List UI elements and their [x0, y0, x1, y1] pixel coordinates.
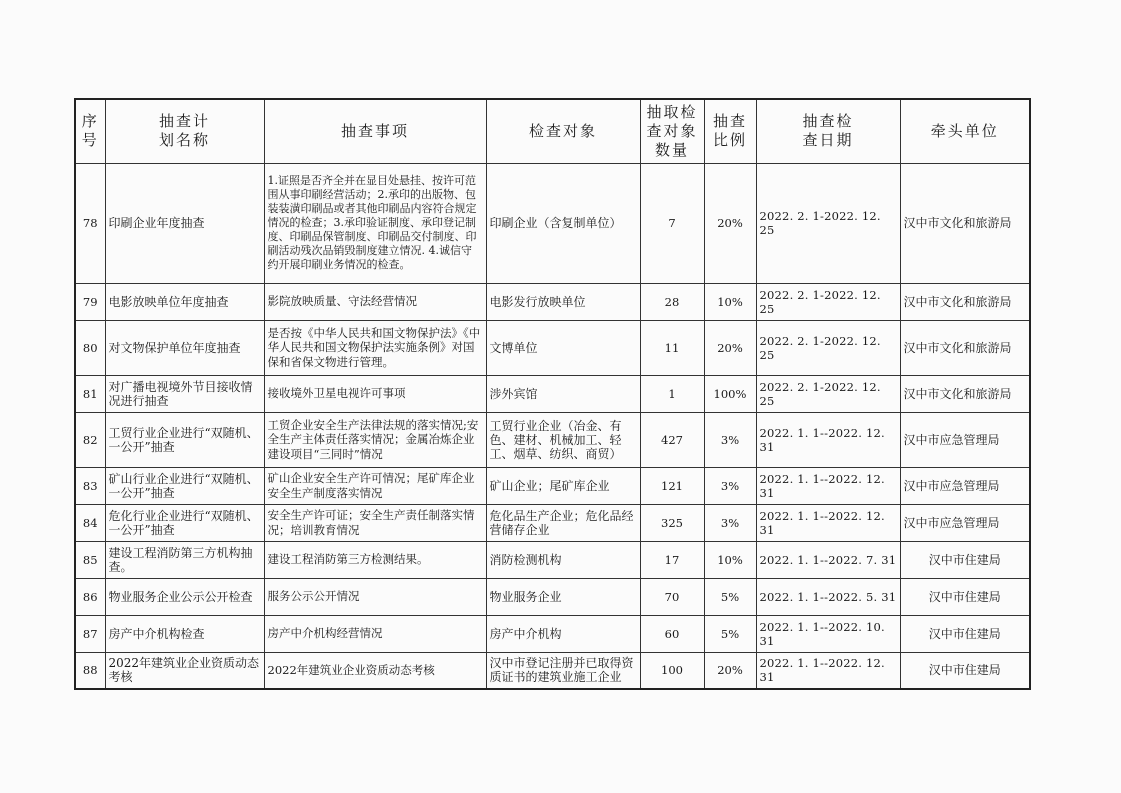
header-date: 抽查检 查日期: [756, 99, 900, 163]
inspection-plan-table: [74, 98, 1031, 690]
header-items: 抽查事项: [264, 99, 486, 163]
row-ratio: 10%: [704, 283, 756, 320]
row-date: 2022. 1. 1--2022. 7. 31: [756, 541, 900, 578]
row-ratio: 10%: [704, 541, 756, 578]
row-plan: 物业服务企业公示公开检查: [105, 578, 264, 615]
header-ratio: 抽查 比例: [704, 99, 756, 163]
row-date: 2022. 2. 1-2022. 12. 25: [756, 375, 900, 412]
row-lead: 汉中市住建局: [900, 652, 1030, 689]
row-lead: 汉中市文化和旅游局: [900, 163, 1030, 283]
row-no: 85: [75, 541, 105, 578]
row-plan: 电影放映单位年度抽查: [105, 283, 264, 320]
row-ratio: 5%: [704, 578, 756, 615]
row-date: 2022. 1. 1--2022. 12. 31: [756, 467, 900, 504]
row-plan: 矿山行业企业进行“双随机、一公开”抽查: [105, 467, 264, 504]
row-count: 17: [640, 541, 704, 578]
row-lead: 汉中市应急管理局: [900, 504, 1030, 541]
row-count: 100: [640, 652, 704, 689]
row-items: 接收境外卫星电视许可事项: [264, 375, 486, 412]
table-row: [75, 467, 1030, 504]
row-no: 79: [75, 283, 105, 320]
row-lead: 汉中市文化和旅游局: [900, 283, 1030, 320]
row-lead: 汉中市应急管理局: [900, 412, 1030, 467]
row-lead: 汉中市应急管理局: [900, 467, 1030, 504]
row-ratio: 3%: [704, 412, 756, 467]
row-count: 427: [640, 412, 704, 467]
row-no: 88: [75, 652, 105, 689]
table-row: [75, 375, 1030, 412]
row-plan: 对广播电视境外节目接收情况进行抽查: [105, 375, 264, 412]
table-row: [75, 283, 1030, 320]
row-count: 7: [640, 163, 704, 283]
row-items: 房产中介机构经营情况: [264, 615, 486, 652]
table-row: [75, 578, 1030, 615]
row-date: 2022. 1. 1--2022. 12. 31: [756, 652, 900, 689]
table-row: [75, 615, 1030, 652]
row-count: 70: [640, 578, 704, 615]
row-no: 84: [75, 504, 105, 541]
row-object: 电影发行放映单位: [486, 283, 640, 320]
row-lead: 汉中市文化和旅游局: [900, 375, 1030, 412]
plan-table: [74, 98, 1031, 690]
header-seq: 序 号: [75, 99, 105, 163]
row-ratio: 3%: [704, 504, 756, 541]
row-plan: 房产中介机构检查: [105, 615, 264, 652]
table-row: [75, 652, 1030, 689]
row-items: 1.证照是否齐全并在显目处悬挂、按许可范围从事印刷经营活动；2.承印的出版物、包装装潢印刷品或者其他印刷品内容符合规定情况的检查；3.承印验证制度、承印登记制度、印刷品保管制度、印刷品交付制度、印刷活动残次品销毁制度建立情况. 4.诚信守约开展印刷业务情况的检查。: [264, 163, 486, 283]
row-object: 汉中市登记注册并已取得资质证书的建筑业施工企业: [486, 652, 640, 689]
row-no: 81: [75, 375, 105, 412]
row-count: 325: [640, 504, 704, 541]
row-plan: 2022年建筑业企业资质动态考核: [105, 652, 264, 689]
row-lead: 汉中市住建局: [900, 615, 1030, 652]
row-no: 78: [75, 163, 105, 283]
row-items: 矿山企业安全生产许可情况；尾矿库企业安全生产制度落实情况: [264, 467, 486, 504]
header-plan: 抽查计 划名称: [105, 99, 264, 163]
row-lead: 汉中市文化和旅游局: [900, 320, 1030, 375]
row-ratio: 5%: [704, 615, 756, 652]
row-object: 涉外宾馆: [486, 375, 640, 412]
row-date: 2022. 2. 1-2022. 12. 25: [756, 320, 900, 375]
row-date: 2022. 1. 1--2022. 12. 31: [756, 504, 900, 541]
row-date: 2022. 1. 1--2022. 12. 31: [756, 412, 900, 467]
table-row: [75, 320, 1030, 375]
table-row: [75, 412, 1030, 467]
row-object: 消防检测机构: [486, 541, 640, 578]
row-count: 1: [640, 375, 704, 412]
row-plan: 建设工程消防第三方机构抽查。: [105, 541, 264, 578]
row-plan: 工贸行业企业进行“双随机、一公开”抽查: [105, 412, 264, 467]
row-date: 2022. 1. 1--2022. 10. 31: [756, 615, 900, 652]
row-no: 86: [75, 578, 105, 615]
row-object: 危化品生产企业；危化品经营储存企业: [486, 504, 640, 541]
row-object: 文博单位: [486, 320, 640, 375]
row-count: 28: [640, 283, 704, 320]
row-no: 82: [75, 412, 105, 467]
row-items: 建设工程消防第三方检测结果。: [264, 541, 486, 578]
row-count: 11: [640, 320, 704, 375]
header-object: 检查对象: [486, 99, 640, 163]
row-count: 121: [640, 467, 704, 504]
row-plan: 危化行业企业进行“双随机、一公开”抽查: [105, 504, 264, 541]
row-plan: 对文物保护单位年度抽查: [105, 320, 264, 375]
row-no: 80: [75, 320, 105, 375]
row-items: 安全生产许可证；安全生产责任制落实情况；培训教育情况: [264, 504, 486, 541]
row-lead: 汉中市住建局: [900, 541, 1030, 578]
row-ratio: 20%: [704, 163, 756, 283]
row-lead: 汉中市住建局: [900, 578, 1030, 615]
table-row: [75, 504, 1030, 541]
row-object: 矿山企业；尾矿库企业: [486, 467, 640, 504]
row-object: 房产中介机构: [486, 615, 640, 652]
row-items: 是否按《中华人民共和国文物保护法》《中华人民共和国文物保护法实施条例》对国保和省保文物进行管理。: [264, 320, 486, 375]
row-ratio: 20%: [704, 320, 756, 375]
row-date: 2022. 1. 1--2022. 5. 31: [756, 578, 900, 615]
row-ratio: 3%: [704, 467, 756, 504]
row-object: 印刷企业（含复制单位）: [486, 163, 640, 283]
header-row: [75, 99, 1030, 163]
row-count: 60: [640, 615, 704, 652]
row-plan: 印刷企业年度抽查: [105, 163, 264, 283]
row-date: 2022. 2. 1-2022. 12. 25: [756, 163, 900, 283]
row-object: 工贸行业企业（冶金、有色、建材、机械加工、轻工、烟草、纺织、商贸）: [486, 412, 640, 467]
row-ratio: 20%: [704, 652, 756, 689]
row-object: 物业服务企业: [486, 578, 640, 615]
header-count: 抽取检 查对象 数量: [640, 99, 704, 163]
header-lead: 牵头单位: [900, 99, 1030, 163]
table-row: [75, 163, 1030, 283]
row-no: 87: [75, 615, 105, 652]
table-row: [75, 541, 1030, 578]
row-no: 83: [75, 467, 105, 504]
row-ratio: 100%: [704, 375, 756, 412]
row-date: 2022. 2. 1-2022. 12. 25: [756, 283, 900, 320]
row-items: 影院放映质量、守法经营情况: [264, 283, 486, 320]
row-items: 工贸企业安全生产法律法规的落实情况;安全生产主体责任落实情况；金属冶炼企业建设项目“三同时”情况: [264, 412, 486, 467]
row-items: 服务公示公开情况: [264, 578, 486, 615]
row-items: 2022年建筑业企业资质动态考核: [264, 652, 486, 689]
